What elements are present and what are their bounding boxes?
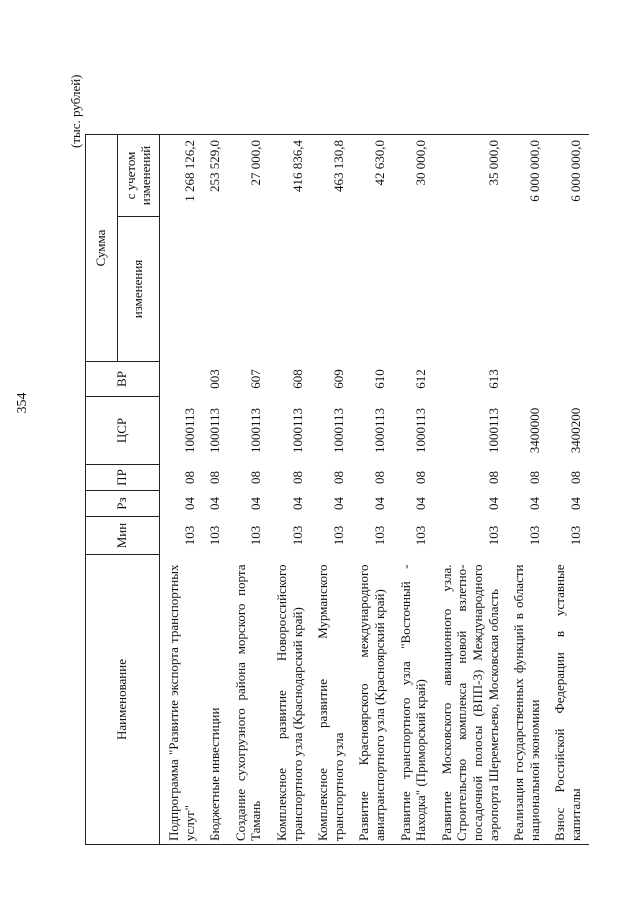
row-total: 1 268 126,2 <box>160 135 202 217</box>
row-vr <box>546 362 589 397</box>
row-total: 6 000 000,0 <box>546 135 589 217</box>
row-pr: 08 <box>413 471 429 484</box>
row-changes <box>546 217 589 362</box>
row-total: 30 000,0 <box>392 135 433 217</box>
table-row <box>309 135 350 845</box>
header-csr: ЦСР <box>86 397 160 465</box>
row-csr: 1000113 <box>181 407 197 454</box>
row-name: Создание сухогрузного района морского порта Тамань <box>227 555 268 845</box>
row-name: Подпрограмма "Развитие экспорта транспортных услуг" <box>160 555 202 845</box>
page-number: 354 <box>15 392 30 414</box>
row-rz: 04 <box>289 497 305 510</box>
header-min: Мин <box>86 517 160 555</box>
header-pr: ПР <box>86 465 160 491</box>
row-pr: 08 <box>289 471 305 484</box>
table-row <box>268 135 309 845</box>
row-pr: 08 <box>485 471 501 484</box>
table-row <box>505 135 546 845</box>
row-pr: 08 <box>567 471 583 484</box>
table-row <box>546 135 589 845</box>
row-rz: 04 <box>413 497 429 510</box>
row-rz: 04 <box>330 497 346 510</box>
row-pr: 08 <box>207 471 223 484</box>
header-changes: изменения <box>118 217 160 362</box>
row-total: 463 130,8 <box>309 135 350 217</box>
row-min: 103 <box>207 525 223 546</box>
table-row <box>201 135 227 845</box>
row-total: 416 836,4 <box>268 135 309 217</box>
table-row <box>160 135 202 845</box>
row-rz: 04 <box>526 497 542 510</box>
row-name: Реализация государственных функций в области национальной экономики <box>505 555 546 845</box>
row-total: 27 000,0 <box>227 135 268 217</box>
row-vr: 607 <box>248 369 264 389</box>
row-changes <box>309 217 350 362</box>
row-changes <box>392 217 433 362</box>
row-csr: 3400200 <box>567 407 583 454</box>
row-vr <box>160 362 202 397</box>
table-row <box>227 135 268 845</box>
row-pr: 08 <box>330 471 346 484</box>
row-rz: 04 <box>371 497 387 510</box>
row-vr: 609 <box>330 369 346 389</box>
row-min: 103 <box>248 525 264 546</box>
row-total: 253 529,0 <box>201 135 227 217</box>
row-vr <box>505 362 546 397</box>
row-name: Комплексное развитие Мурманского транспортного узла <box>309 555 350 845</box>
row-pr: 08 <box>248 471 264 484</box>
unit-note: (тыс. рублей) <box>68 74 83 148</box>
row-total: 35 000,0 <box>433 135 505 217</box>
row-changes <box>227 217 268 362</box>
row-changes <box>350 217 391 362</box>
row-min: 103 <box>485 525 501 546</box>
row-vr: 613 <box>485 369 501 389</box>
row-total: 6 000 000,0 <box>505 135 546 217</box>
row-csr: 1000113 <box>289 407 305 454</box>
row-rz: 04 <box>181 497 197 510</box>
budget-table <box>85 134 589 845</box>
row-changes <box>433 217 505 362</box>
row-vr: 003 <box>207 369 223 389</box>
row-name: Комплексное развитие Новороссийского транспортного узла (Краснодарский край) <box>268 555 309 845</box>
row-min: 103 <box>330 525 346 546</box>
row-name: Взнос Российской Федерации в уставные капиталы <box>546 555 589 845</box>
row-vr: 612 <box>413 369 429 389</box>
header-vr: ВР <box>86 362 160 397</box>
row-vr: 608 <box>289 369 305 389</box>
row-min: 103 <box>289 525 305 546</box>
row-csr: 1000113 <box>485 407 501 454</box>
row-min: 103 <box>526 525 542 546</box>
row-csr: 1000113 <box>248 407 264 454</box>
row-csr: 3400000 <box>526 407 542 454</box>
row-name: Развитие Красноярского международного авиатранспортного узла (Красноярский край) <box>350 555 391 845</box>
row-rz: 04 <box>207 497 223 510</box>
header-rz: Рз <box>86 491 160 517</box>
table-row <box>433 135 505 845</box>
row-rz: 04 <box>485 497 501 510</box>
row-total: 42 630,0 <box>350 135 391 217</box>
row-changes <box>268 217 309 362</box>
row-name: Развитие Московского авиационного узла. Строительство комплекса новой взлетно-посадочной полосы (ВПП-3) Международного аэропорта Шереметьево, Московская область <box>433 555 505 845</box>
table-row <box>392 135 433 845</box>
row-name: Бюджетные инвестиции <box>201 555 227 845</box>
row-csr: 1000113 <box>330 407 346 454</box>
header-with-changes: с учетом изменений <box>118 135 160 217</box>
row-pr: 08 <box>371 471 387 484</box>
row-min: 103 <box>413 525 429 546</box>
header-name: Наименование <box>86 555 160 845</box>
table-row <box>350 135 391 845</box>
row-changes <box>160 217 202 362</box>
row-changes <box>201 217 227 362</box>
row-pr: 08 <box>181 471 197 484</box>
row-min: 103 <box>181 525 197 546</box>
row-rz: 04 <box>248 497 264 510</box>
row-csr: 1000113 <box>413 407 429 454</box>
row-min: 103 <box>371 525 387 546</box>
row-min: 103 <box>567 525 583 546</box>
row-pr: 08 <box>526 471 542 484</box>
row-name: Развитие транспортного узла "Восточный - Находка" (Приморский край) <box>392 555 433 845</box>
row-changes <box>505 217 546 362</box>
row-vr: 610 <box>371 369 387 389</box>
row-rz: 04 <box>567 497 583 510</box>
row-csr: 1000113 <box>207 407 223 454</box>
header-sum: Сумма <box>86 135 118 362</box>
row-csr: 1000113 <box>371 407 387 454</box>
